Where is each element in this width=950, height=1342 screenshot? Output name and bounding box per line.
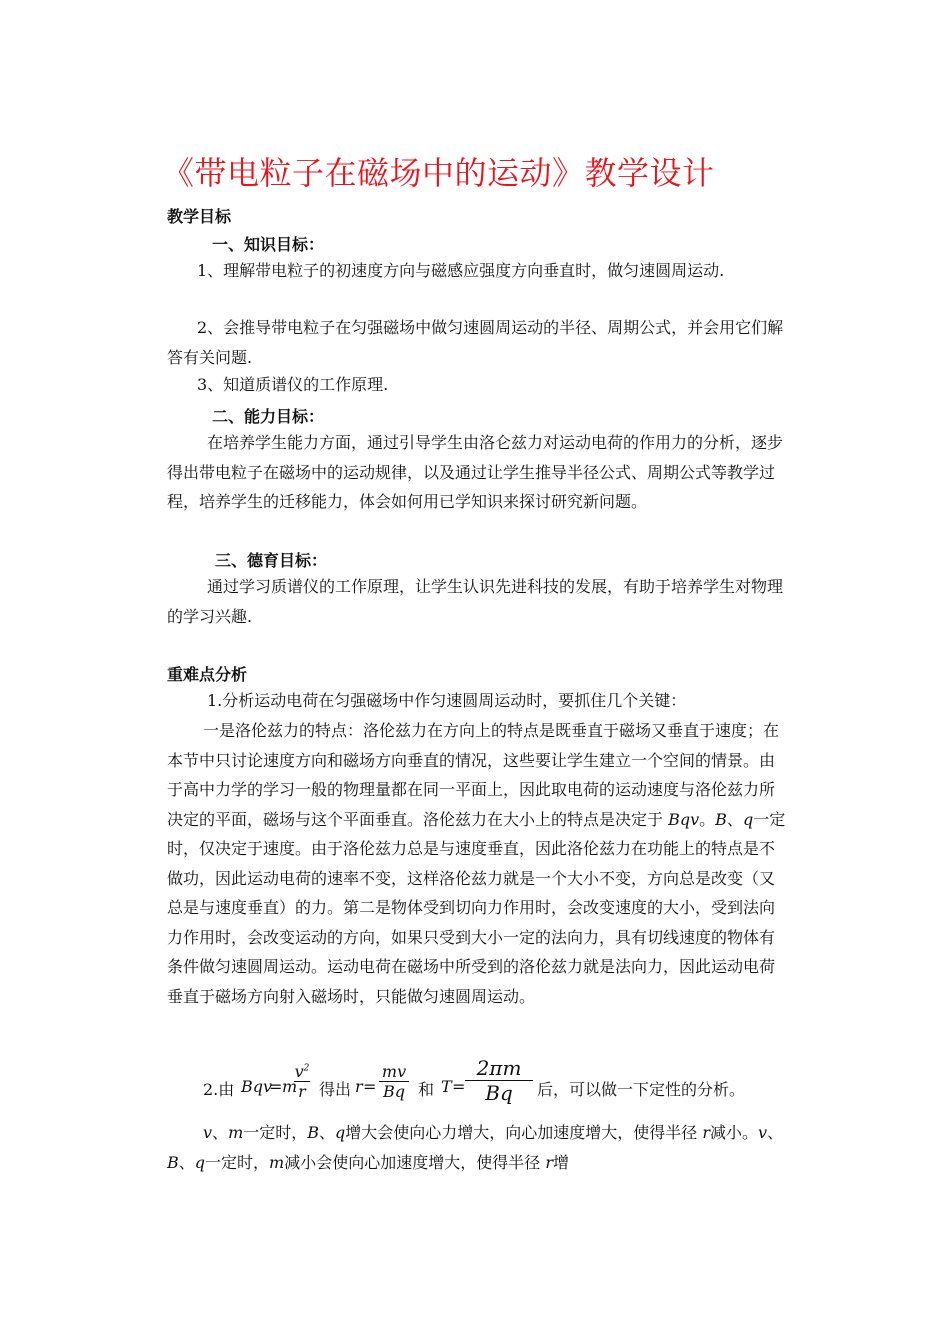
- analysis-text-c: 、: [726, 809, 743, 829]
- fraction-2-numerator: mv: [381, 1062, 407, 1081]
- ability-goals-text: 在培养学生能力方面，通过引导学生由洛仑兹力对运动电荷的作用力的分析，逐步得出带电粒子在磁场中的运动规律，以及通过让学生推导半径公式、周期公式等教学过程，培养学生的迁移能力，体会如何用已学知识来探讨研究新问题。: [167, 433, 784, 511]
- fraction-2pim-over-bq: [465, 1056, 533, 1105]
- fraction-v2-over-r: [294, 1062, 310, 1101]
- moral-goals-heading: 三、德育目标：: [215, 551, 328, 570]
- knowledge-item-1: 1、理解带电粒子的初速度方向与磁感应强度方向垂直时，做匀速圆周运动.: [197, 261, 725, 280]
- var-q: q: [335, 1123, 346, 1142]
- knowledge-item-3: 3、知道质谱仪的工作原理.: [197, 375, 389, 394]
- ability-goals-heading: 二、能力目标：: [212, 407, 325, 426]
- formula-text-and: 和: [418, 1080, 435, 1099]
- fraction-3-numerator: 2πm: [476, 1056, 522, 1080]
- var-b: B: [715, 809, 727, 829]
- var-q: q: [194, 1152, 206, 1172]
- var-v: v: [758, 1123, 768, 1142]
- formula-equals-2: =: [363, 1077, 377, 1096]
- fraction-2-denominator: Bq: [383, 1082, 405, 1101]
- var-q: q: [742, 809, 754, 829]
- var-m: m: [228, 1123, 244, 1142]
- formula-text-derive: 得出: [319, 1080, 352, 1099]
- var-r: r: [702, 1123, 711, 1142]
- var-bqv: Bqv: [668, 809, 700, 829]
- formula-prefix: 2.由: [203, 1080, 235, 1099]
- moral-goals-text: 通过学习质谱仪的工作原理，让学生认识先进科技的发展，有助于培养学生对物理的学习兴趣.: [167, 577, 784, 626]
- document-title: 《带电粒子在磁场中的运动》教学设计: [162, 154, 715, 192]
- formula-line: [203, 1056, 803, 1112]
- var-r: r: [545, 1152, 553, 1172]
- fraction-1-denominator: r: [298, 1082, 306, 1101]
- formula-r: r: [355, 1077, 363, 1096]
- formula-m: m: [282, 1077, 298, 1096]
- formula-suffix: 后，可以做一下定性的分析。: [537, 1080, 746, 1099]
- formula-equals-3: =: [452, 1077, 466, 1096]
- var-m: m: [269, 1152, 285, 1172]
- key-point-1-analysis: [167, 716, 787, 1011]
- key-point-2-analysis: v、m一定时，B、q增大会使向心力增大，向心加速度增大，使得半径 r减小。v、B、q一定时，m减小会使向心加速度增大，使得半径 r增: [167, 1123, 784, 1172]
- analysis-text-b: 。: [699, 809, 716, 829]
- knowledge-item-2: 2、会推导带电粒子在匀强磁场中做匀速圆周运动的半径、周期公式，并会用它们解答有关问题.: [167, 318, 784, 367]
- knowledge-goals-heading: 一、知识目标：: [212, 235, 325, 254]
- analysis-text-a: 一是洛伦兹力的特点：洛伦兹力在方向上的特点是既垂直于磁场又垂直于速度；在本节中只讨论速度方向和磁场方向垂直的情况，这些要让学生建立一个空间的情景。由于高中力学的学习一般的物理量都在同一平面上，因此取电荷的运动速度与洛伦兹力所决定的平面，磁场与这个平面垂直。洛伦兹力在大小上的特点是决定于: [167, 721, 780, 829]
- formula-equals-1: =: [269, 1077, 283, 1096]
- section-heading-teaching-goals: 教学目标: [167, 207, 232, 226]
- formula-bqv: Bqv: [241, 1077, 273, 1096]
- var-b: B: [307, 1123, 320, 1142]
- fraction-mv-over-bq: [379, 1062, 409, 1101]
- section-heading-key-points: 重难点分析: [167, 665, 248, 684]
- fraction-1-numerator: $v^2$: [294, 1062, 310, 1081]
- formula-t: T: [441, 1077, 452, 1096]
- fraction-3-denominator: Bq: [485, 1081, 513, 1105]
- key-point-1: 1.分析运动电荷在匀强磁场中作匀速圆周运动时，要抓住几个关键：: [207, 691, 687, 710]
- var-b: B: [167, 1152, 179, 1172]
- analysis-text-d: 一定时，仅决定于速度。由于洛伦兹力总是与速度垂直，因此洛伦兹力在功能上的特点是不做功，因此运动电荷的速率不变，这样洛伦兹力就是一个大小不变，方向总是改变（又总是与速度垂直）的力。第二是物体受到切向力作用时，会改变速度的大小，受到法向力作用时，会改变运动的方向，如果只受到大小一定的法向力，具有切线速度的物体有条件做匀速圆周运动。运动电荷在磁场中所受到的洛伦兹力就是法向力，因此运动电荷垂直于磁场方向射入磁场时，只能做匀速圆周运动。: [167, 809, 786, 1006]
- var-v: v: [203, 1123, 213, 1142]
